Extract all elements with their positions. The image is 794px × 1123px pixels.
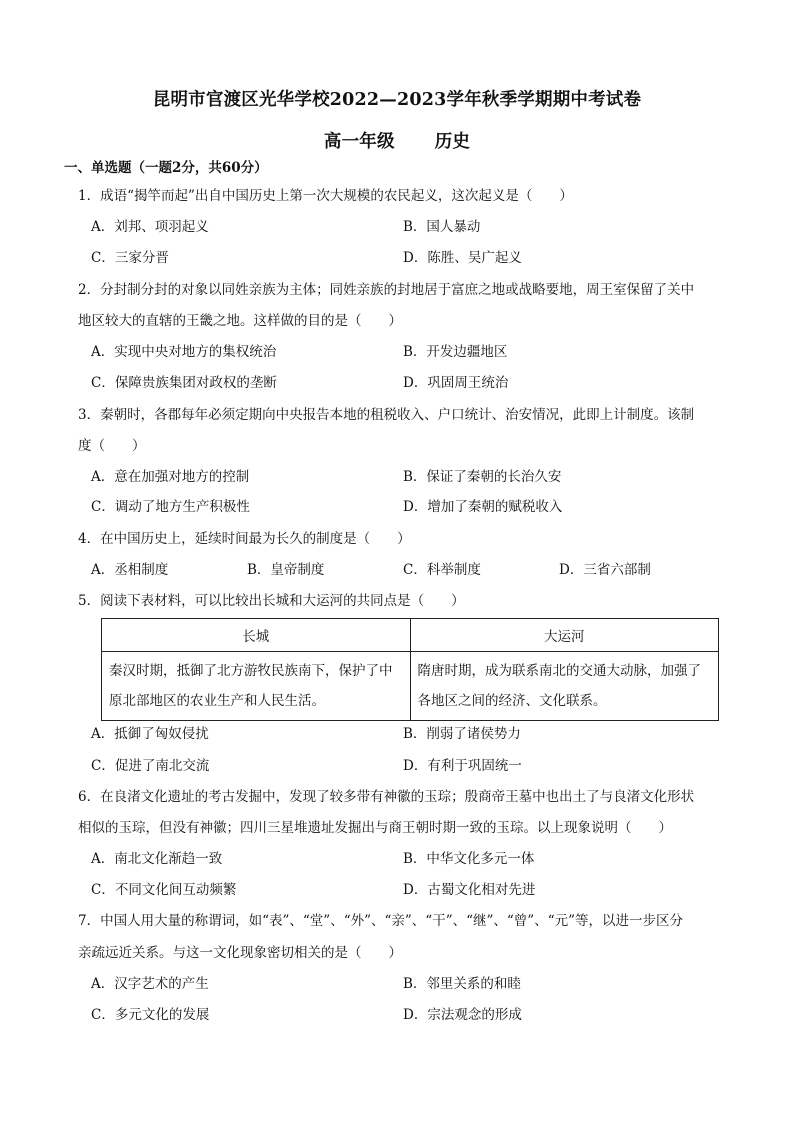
q4-option-c: C．科举制度 — [403, 562, 481, 578]
table-cell-grand-canal: 隋唐时期，成为联系南北的交通大动脉，加强了各地区之间的经济、文化联系。 — [410, 652, 719, 721]
q3-option-a: A．意在加强对地方的控制 — [91, 469, 250, 485]
q2-option-c: C．保障贵族集团对政权的垄断 — [91, 375, 277, 391]
q7-option-c: C．多元文化的发展 — [91, 1007, 210, 1023]
table-header-grand-canal: 大运河 — [410, 619, 719, 652]
section-heading: 一、单选题（一题2分，共60分） — [64, 160, 268, 176]
q7-option-b: B．邻里关系的和睦 — [403, 976, 521, 992]
question-7-stem-line2: 亲疏远近关系。与这一文化现象密切相关的是（ ） — [78, 945, 402, 961]
q4-option-a: A．丞相制度 — [91, 562, 169, 578]
q1-option-d: D．陈胜、吴广起义 — [403, 250, 522, 266]
q5-option-c: C．促进了南北交流 — [91, 758, 210, 774]
question-3-stem-line1: 3．秦朝时，各郡每年必须定期向中央报告本地的租税收入、户口统计、治安情况，此即上计制度。该制 — [78, 407, 695, 423]
question-6-stem-line1: 6．在良渚文化遗址的考古发掘中，发现了较多带有神徽的玉琮；殷商帝王墓中也出土了与良渚文化形状 — [78, 789, 695, 805]
q1-option-b: B．国人暴动 — [403, 219, 481, 235]
comparison-table — [101, 618, 719, 721]
q5-option-d: D．有利于巩固统一 — [403, 758, 522, 774]
q3-option-b: B．保证了秦朝的长治久安 — [403, 469, 562, 485]
exam-subtitle — [0, 128, 794, 153]
q3-option-c: C．调动了地方生产积极性 — [91, 499, 250, 515]
table-header-row — [102, 619, 719, 652]
q4-option-b: B．皇帝制度 — [247, 562, 325, 578]
table-row — [102, 652, 719, 721]
question-7-stem-line1: 7．中国人用大量的称谓词，如“表”、“堂”、“外”、“亲”、“干”、“继”、“曾”、“元”等，以进一步区分 — [78, 913, 684, 929]
exam-title: 昆明市官渡区光华学校2022—2023学年秋季学期期中考试卷 — [152, 90, 642, 110]
question-3-stem-line2: 度（ ） — [78, 438, 146, 454]
q5-option-b: B．削弱了诸侯势力 — [403, 726, 521, 742]
q4-option-d: D．三省六部制 — [559, 562, 651, 578]
q2-option-d: D．巩固周王统治 — [403, 375, 509, 391]
subject-label: 历史 — [434, 132, 471, 152]
q5-option-a: A．抵御了匈奴侵扰 — [91, 726, 209, 742]
q2-option-b: B．开发边疆地区 — [403, 344, 508, 360]
q2-option-a: A．实现中央对地方的集权统治 — [91, 344, 277, 360]
question-1-stem: 1．成语“揭竿而起”出自中国历史上第一次大规模的农民起义，这次起义是（ ） — [78, 188, 573, 204]
q3-option-d: D．增加了秦朝的赋税收入 — [403, 499, 563, 515]
question-6-stem-line2: 相似的玉琮，但没有神徽；四川三星堆遗址发掘出与商王朝时期一致的玉琮。以上现象说明（ ） — [78, 820, 672, 836]
q6-option-d: D．古蜀文化相对先进 — [403, 882, 536, 898]
question-2-stem-line2: 地区较大的直辖的王畿之地。这样做的目的是（ ） — [78, 313, 402, 329]
q6-option-a: A．南北文化渐趋一致 — [91, 851, 223, 867]
question-4-stem: 4．在中国历史上，延续时间最为长久的制度是（ ） — [78, 531, 411, 547]
table-cell-great-wall: 秦汉时期，抵御了北方游牧民族南下，保护了中原北部地区的农业生产和人民生活。 — [102, 652, 411, 721]
question-2-stem-line1: 2．分封制分封的对象以同姓亲族为主体；同姓亲族的封地居于富庶之地或战略要地，周王室保留了关中 — [78, 282, 695, 298]
table-header-great-wall: 长城 — [102, 619, 411, 652]
grade-label: 高一年级 — [323, 132, 395, 152]
q1-option-a: A．刘邦、项羽起义 — [91, 219, 209, 235]
question-5-stem: 5．阅读下表材料，可以比较出长城和大运河的共同点是（ ） — [78, 593, 465, 609]
q6-option-c: C．不同文化间互动频繁 — [91, 882, 237, 898]
q7-option-d: D．宗法观念的形成 — [403, 1007, 522, 1023]
q6-option-b: B．中华文化多元一体 — [403, 851, 535, 867]
q1-option-c: C．三家分晋 — [91, 250, 169, 266]
q7-option-a: A．汉字艺术的产生 — [91, 976, 209, 992]
